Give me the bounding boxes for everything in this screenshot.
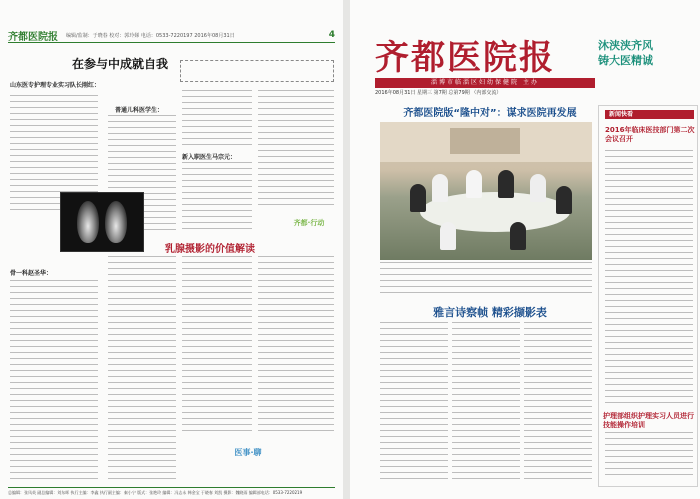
left-footer: 总编辑：张凤英 副总编辑：刘东晖 执行主编：李鑫 执行副主编：秦小宁 版式：张艳玲 编辑：冯志永 韩金宝 于晓春 刘凯 摄影：魏晓雨 编辑部电话：0533-7220219 bbox=[8, 487, 335, 496]
meeting-photo bbox=[380, 122, 592, 260]
main-title: 在参与中成就自我 bbox=[71, 57, 168, 71]
subhead-4: 骨一科赵圣华： bbox=[10, 270, 53, 277]
news-sidebar-text-2 bbox=[605, 432, 693, 480]
slogan-line-2: 铸大医精诚 bbox=[598, 54, 653, 67]
column-7-text bbox=[182, 256, 252, 436]
health-logo: 医事·聊 bbox=[234, 447, 262, 457]
column-4-text bbox=[258, 90, 334, 205]
page-gutter bbox=[343, 0, 350, 499]
left-logo: 齐都医院报 bbox=[8, 31, 58, 43]
headline-body-text bbox=[380, 262, 592, 296]
front-headline: 齐都医院版“隆中对”：谋求医院再发展 bbox=[403, 108, 577, 119]
column-6-text bbox=[108, 256, 176, 481]
second-article-title: 雅言诗察帧 精彩撷影表 bbox=[433, 306, 547, 319]
page-number: 4 bbox=[328, 30, 335, 40]
column-5-text bbox=[10, 280, 98, 480]
notice-box bbox=[180, 60, 334, 82]
subhead-2: 普通儿科医学生： bbox=[115, 107, 164, 114]
news-title-2: 护理部组织护理实习人员进行技能操作培训 bbox=[603, 412, 694, 429]
subhead-3: 新入职医生马宗元： bbox=[182, 154, 237, 161]
left-header bbox=[8, 28, 335, 43]
right-column-1-text bbox=[380, 322, 448, 482]
subhead-1: 山东医专护理专业实习队长刚红： bbox=[10, 82, 101, 89]
right-page bbox=[350, 0, 700, 499]
issue-line: 2016年08月31日 星期三 第7期 总第79期 （内部交流） bbox=[375, 90, 502, 96]
news-title-1: 2016年临床医技部门第二次会议召开 bbox=[605, 126, 695, 143]
news-sidebar-header: 新闻快看 bbox=[605, 110, 694, 119]
left-header-meta: 编辑/监制：于晓春 校对：郭玲娣 电话：0533-7220197 2016年08月31日 bbox=[66, 32, 235, 39]
masthead: 齐都医院报 bbox=[375, 38, 555, 78]
green-logo: 齐都·行动 bbox=[293, 219, 325, 227]
column-8-text bbox=[258, 256, 334, 436]
column-3b-text bbox=[182, 162, 252, 232]
article-title: 乳腺摄影的价值解读 bbox=[165, 244, 255, 255]
right-column-3-text bbox=[524, 322, 592, 482]
column-3-text bbox=[182, 90, 252, 150]
slogan bbox=[598, 38, 694, 68]
publisher-bar: 淄博市临淄区妇幼保健院 主办 bbox=[375, 78, 595, 88]
right-column-2-text bbox=[452, 322, 520, 482]
slogan-line-1: 沐浃浃齐风 bbox=[598, 39, 653, 52]
left-page bbox=[0, 0, 343, 499]
news-sidebar-text bbox=[605, 150, 693, 405]
